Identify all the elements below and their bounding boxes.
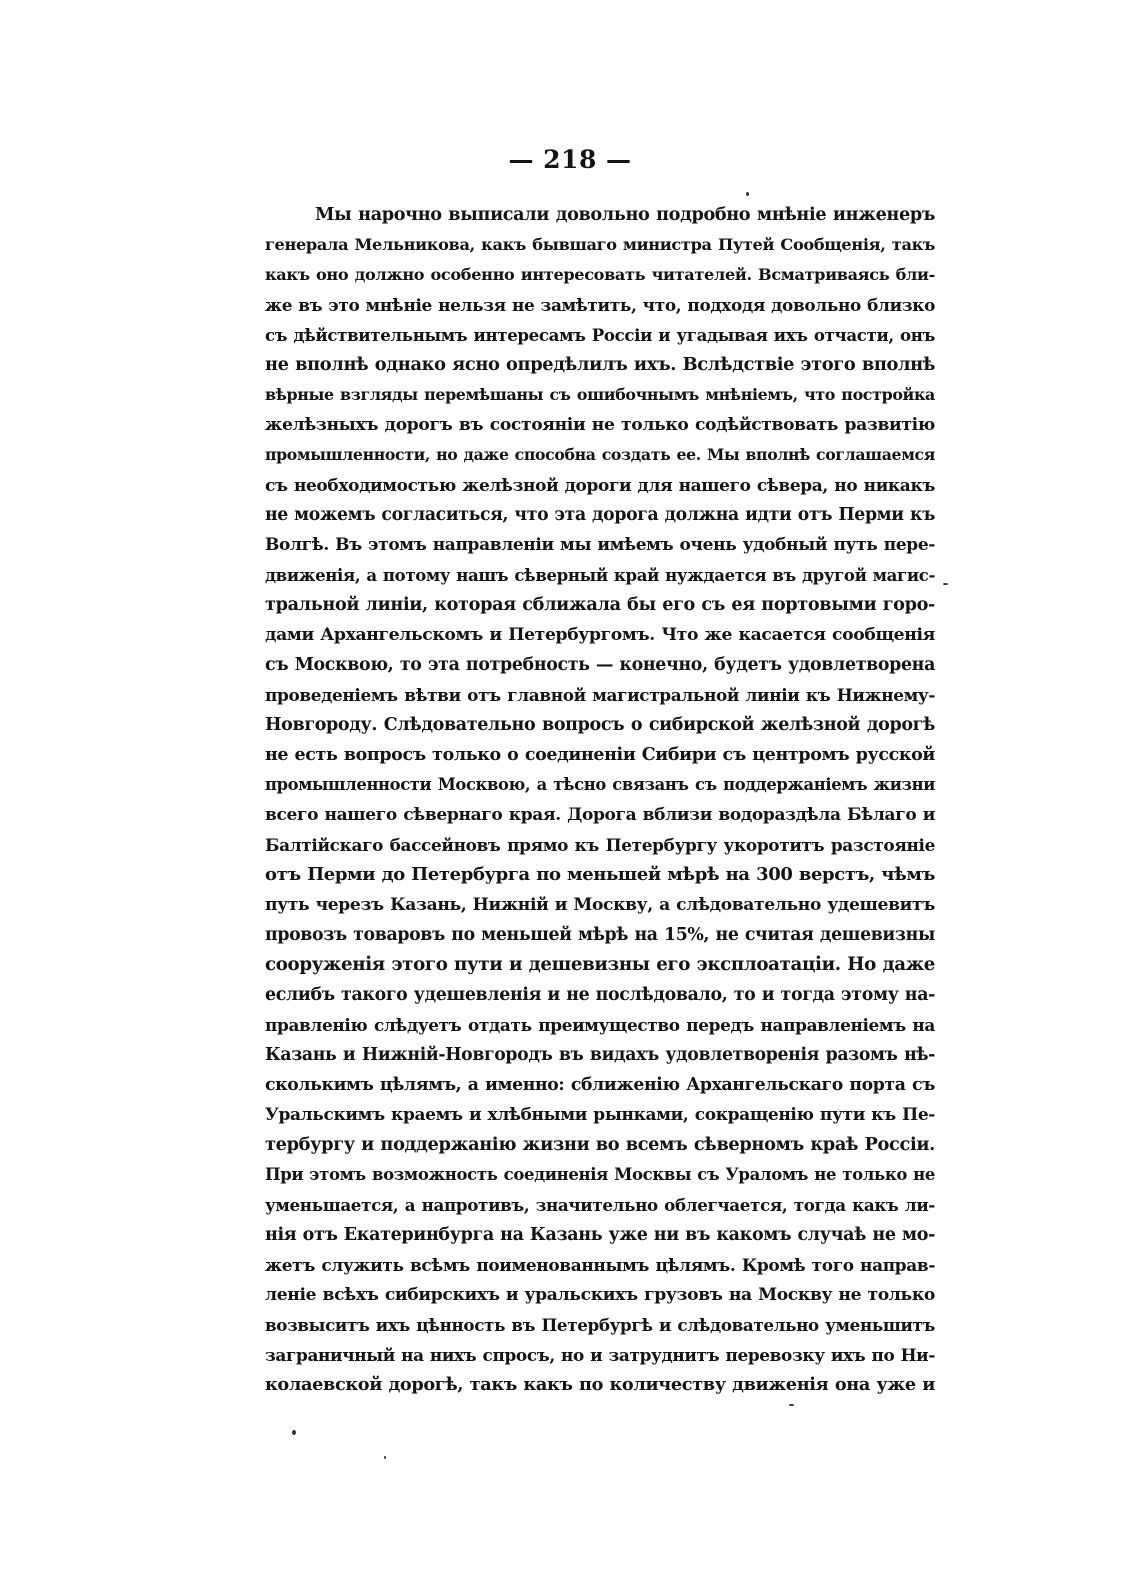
scan-speck [292,1430,296,1435]
body-text [265,200,935,1400]
text-line: отъ Перми до Петербурга по меньшей мѣрѣ на 300 верстъ, чѣмъ [265,864,935,885]
text-line: промышленности, но даже способна создать ее. Мы вполнѣ соглашаемся [265,445,935,464]
text-line: не вполнѣ однако ясно опредѣлилъ ихъ. Вслѣдствіе этого вполнѣ [265,354,935,375]
text-line: желѣзныхъ дорогъ въ состояніи не только содѣйствовать развитію [265,415,935,435]
text-line: Казань и Нижній-Новгородъ въ видахъ удовлетворенія разомъ нѣ- [265,1045,935,1065]
text-line: съ Москвою, то эта потребность — конечно, будетъ удовлетворена [265,655,935,675]
scan-speck [384,1456,386,1459]
text-line: проведеніемъ вѣтви отъ главной магистральной линіи къ Нижнему- [265,685,935,705]
text-line: леніе всѣхъ сибирскихъ и уральскихъ грузовъ на Москву не только [265,1285,935,1305]
text-line: правленію слѣдуетъ отдать преимущество передъ направленіемъ на [265,1015,935,1035]
text-line: жетъ служить всѣмъ поименованнымъ цѣлямъ. Кромѣ того направ- [265,1255,935,1275]
text-line: какъ оно должно особенно интересовать читателей. Всматриваясь бли- [265,265,935,284]
text-line: движенія, а потому нашъ сѣверный край нуждается въ другой магис- [265,565,935,585]
text-line: Балтійскаго бассейновъ прямо къ Петербургу укоротитъ разстояніе [265,835,935,855]
text-line: тербургу и поддержанію жизни во всемъ сѣверномъ краѣ Россіи. [265,1134,935,1155]
text-line: Новгороду. Слѣдовательно вопросъ о сибирской желѣзной дорогѣ [265,715,935,735]
text-line: возвыситъ ихъ цѣнность въ Петербургѣ и слѣдовательно уменьшитъ [265,1315,935,1335]
text-line: сооруженія этого пути и дешевизны его эксплоатаціи. Но даже [265,954,935,975]
scan-speck [789,1404,794,1406]
text-line: промышленности Москвою, а тѣсно связанъ съ поддержаніемъ жизни [265,775,935,794]
text-line: не есть вопросъ только о соединеніи Сибири съ центромъ русской [265,745,935,765]
text-line: Мы нарочно выписали довольно подробно мнѣніе инженеръ [315,204,935,225]
text-line: Волгѣ. Въ этомъ направленіи мы имѣемъ очень удобный путь пере- [265,535,935,555]
text-line: тральной линіи, которая сближала бы его съ ея портовыми горо- [265,594,935,615]
text-line: же въ это мнѣніе нельзя не замѣтить, что, подходя довольно близко [265,295,935,315]
page-number: — 218 — [508,145,632,174]
scan-speck [943,583,948,585]
text-line: уменьшается, а напротивъ, значительно облегчается, тогда какъ ли- [265,1195,935,1215]
text-line: еслибъ такого удешевленія и не послѣдовало, то и тогда этому на- [265,985,935,1005]
text-line: Уральскимъ краемъ и хлѣбными рынками, сокращенію пути къ Пе- [265,1105,935,1125]
text-line: дами Архангельскомъ и Петербургомъ. Что же касается сообщенія [265,625,935,645]
text-line: сколькимъ цѣлямъ, а именно: сближенію Архангельскаго порта съ [265,1075,935,1095]
text-line: генерала Мельникова, какъ бывшаго министра Путей Сообщенія, такъ [265,235,935,254]
text-line: нія отъ Екатеринбурга на Казань уже ни въ какомъ случаѣ не мо- [265,1225,935,1245]
text-line: съ необходимостью желѣзной дороги для нашего сѣвера, но никакъ [265,475,935,495]
text-line: не можемъ согласиться, что эта дорога должна идти отъ Перми къ [265,505,935,525]
text-line: заграничный на нихъ спросъ, но и затруднитъ перевозку ихъ по Ни- [265,1345,935,1365]
scan-speck [746,192,749,196]
text-line: провозъ товаровъ по меньшей мѣрѣ на 15%, не считая дешевизны [265,925,935,945]
text-line: съ дѣйствительнымъ интересамъ Россіи и угадывая ихъ отчасти, онъ [265,325,935,345]
text-line: колаевской дорогѣ, такъ какъ по количеству движенія она уже и [265,1374,935,1395]
text-line: При этомъ возможность соединенія Москвы съ Ураломъ не только не [265,1165,935,1184]
text-line: вѣрные взгляды перемѣшаны съ ошибочнымъ мнѣніемъ, что постройка [265,385,935,404]
text-line: путь черезъ Казань, Нижній и Москву, а слѣдовательно удешевитъ [265,895,935,915]
text-line: всего нашего сѣвернаго края. Дорога вблизи водораздѣла Бѣлаго и [265,805,935,825]
